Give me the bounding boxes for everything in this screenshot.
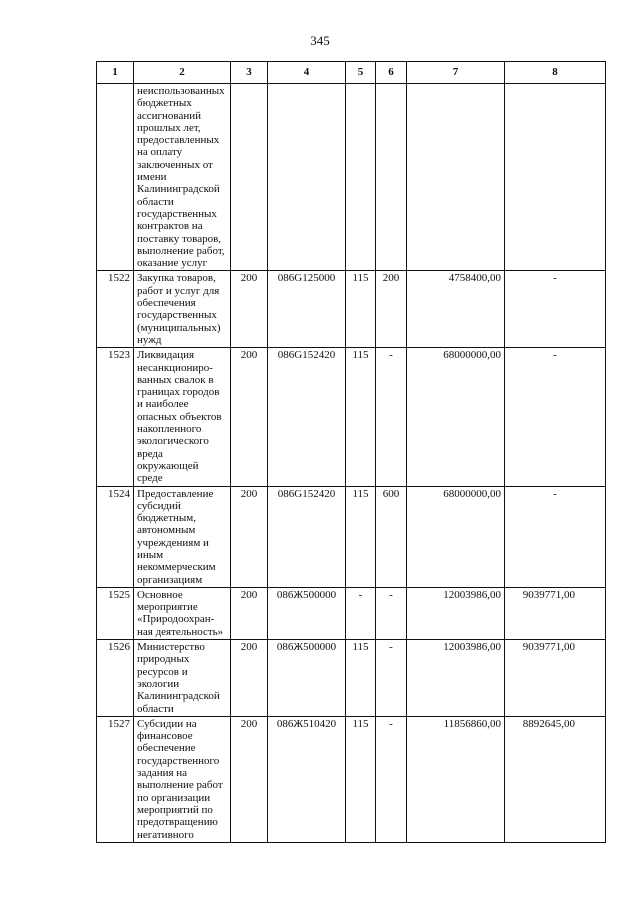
item-name: Субсидии на финансовое обеспечение государственного задания на выполнение работ по организации мероприятий по предотвращению негативного xyxy=(134,716,231,842)
item-name: Закупка товаров, работ и услуг для обеспечения государственных (муниципальных) нужд xyxy=(134,271,231,348)
section-code: 200 xyxy=(231,587,268,639)
expense-type: - xyxy=(376,348,407,486)
header-cell: 6 xyxy=(376,62,407,84)
table-row xyxy=(97,348,606,486)
amount-col7: 68000000,00 xyxy=(407,486,505,587)
amount-col7 xyxy=(407,84,505,271)
expense-type: - xyxy=(376,587,407,639)
amount-col8: - xyxy=(505,271,606,348)
amount-col8 xyxy=(505,84,606,271)
section-code: 200 xyxy=(231,716,268,842)
row-number xyxy=(97,84,134,271)
item-name: Ликвидация несанкциониро- ванных свалок в границах городов и наиболее опасных объектов накопленного экологического вреда окружающей среде xyxy=(134,348,231,486)
expense-type xyxy=(376,84,407,271)
header-cell: 7 xyxy=(407,62,505,84)
header-cell: 3 xyxy=(231,62,268,84)
header-cell: 4 xyxy=(268,62,346,84)
row-number: 1525 xyxy=(97,587,134,639)
item-name: неиспользованных бюджетных ассигнований прошлых лет, предоставленных на оплату заключенных от имени Калининградской области государственных контрактов на поставку товаров, выполнение работ, оказание услуг xyxy=(134,84,231,271)
header-cell: 2 xyxy=(134,62,231,84)
table-row xyxy=(97,486,606,587)
row-number: 1523 xyxy=(97,348,134,486)
page-number: 345 xyxy=(310,33,330,48)
table-row xyxy=(97,640,606,717)
expense-type: 200 xyxy=(376,271,407,348)
code-col5 xyxy=(346,84,376,271)
amount-col8: - xyxy=(505,486,606,587)
target-article: 086Ж510420 xyxy=(268,716,346,842)
target-article: 086G152420 xyxy=(268,486,346,587)
table-row xyxy=(97,84,606,271)
amount-col7: 4758400,00 xyxy=(407,271,505,348)
amount-col7: 68000000,00 xyxy=(407,348,505,486)
code-col5: 115 xyxy=(346,716,376,842)
item-name: Предоставление субсидий бюджетным, автономным учреждениям и иным некоммерческим организациям xyxy=(134,486,231,587)
target-article: 086Ж500000 xyxy=(268,640,346,717)
amount-col8: 8892645,00 xyxy=(505,716,606,842)
target-article: 086Ж500000 xyxy=(268,587,346,639)
row-number: 1527 xyxy=(97,716,134,842)
table-row xyxy=(97,587,606,639)
section-code: 200 xyxy=(231,348,268,486)
header-cell: 8 xyxy=(505,62,606,84)
section-code: 200 xyxy=(231,271,268,348)
code-col5: 115 xyxy=(346,640,376,717)
item-name: Основное мероприятие «Природоохран- ная деятельность» xyxy=(134,587,231,639)
expense-type: - xyxy=(376,640,407,717)
header-cell: 1 xyxy=(97,62,134,84)
row-number: 1526 xyxy=(97,640,134,717)
header-row xyxy=(97,62,606,84)
budget-table xyxy=(96,61,606,843)
code-col5: 115 xyxy=(346,486,376,587)
amount-col7: 11856860,00 xyxy=(407,716,505,842)
amount-col7: 12003986,00 xyxy=(407,587,505,639)
target-article: 086G152420 xyxy=(268,348,346,486)
item-name: Министерство природных ресурсов и экологии Калининградской области xyxy=(134,640,231,717)
table-row xyxy=(97,716,606,842)
code-col5: 115 xyxy=(346,271,376,348)
row-number: 1524 xyxy=(97,486,134,587)
amount-col8: - xyxy=(505,348,606,486)
code-col5: - xyxy=(346,587,376,639)
expense-type: - xyxy=(376,716,407,842)
amount-col8: 9039771,00 xyxy=(505,640,606,717)
table-row xyxy=(97,271,606,348)
amount-col8: 9039771,00 xyxy=(505,587,606,639)
section-code: 200 xyxy=(231,640,268,717)
target-article: 086G125000 xyxy=(268,271,346,348)
target-article xyxy=(268,84,346,271)
expense-type: 600 xyxy=(376,486,407,587)
header-cell: 5 xyxy=(346,62,376,84)
code-col5: 115 xyxy=(346,348,376,486)
section-code: 200 xyxy=(231,486,268,587)
section-code xyxy=(231,84,268,271)
row-number: 1522 xyxy=(97,271,134,348)
amount-col7: 12003986,00 xyxy=(407,640,505,717)
